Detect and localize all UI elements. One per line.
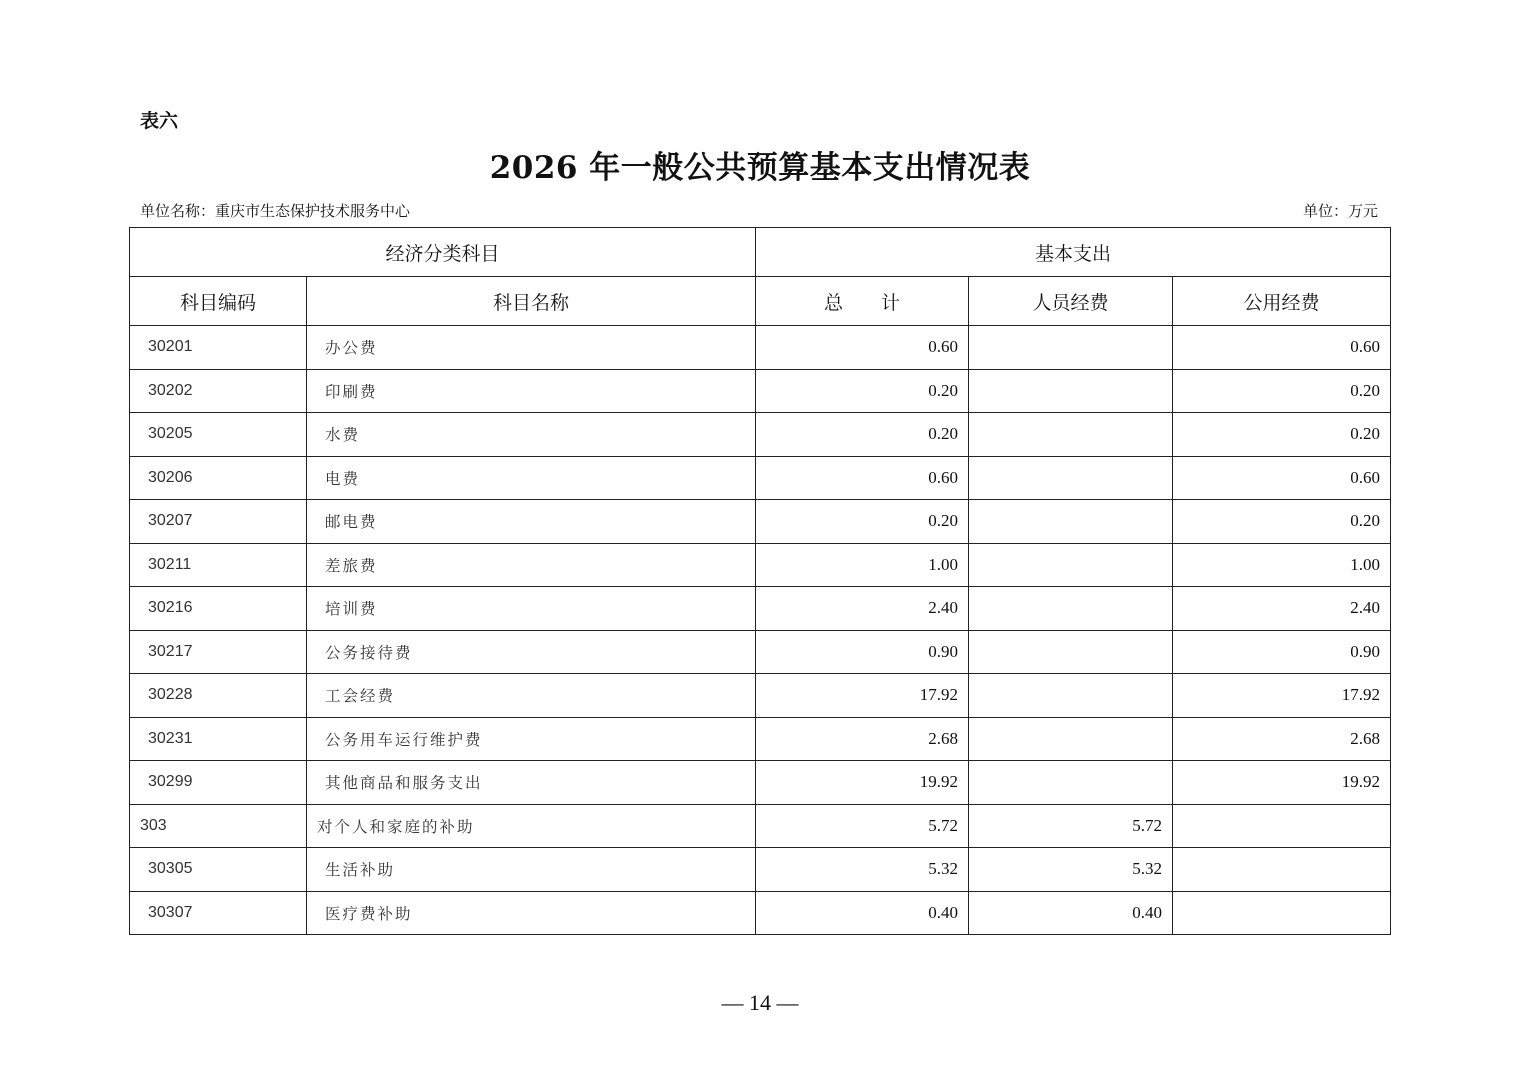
row-code: 30299 xyxy=(130,761,307,805)
row-name: 培训费 xyxy=(307,587,756,631)
table-row xyxy=(130,326,1391,370)
header-column-row xyxy=(130,277,1391,326)
row-public: 0.60 xyxy=(1173,326,1391,370)
row-total: 5.32 xyxy=(756,848,969,892)
row-total: 0.20 xyxy=(756,369,969,413)
row-code: 30217 xyxy=(130,630,307,674)
row-public: 0.20 xyxy=(1173,369,1391,413)
table-row xyxy=(130,674,1391,718)
row-public xyxy=(1173,848,1391,892)
row-name: 生活补助 xyxy=(307,848,756,892)
row-personnel xyxy=(969,413,1173,457)
table-row xyxy=(130,543,1391,587)
row-name: 公务用车运行维护费 xyxy=(307,717,756,761)
header-total: 总 计 xyxy=(756,277,969,326)
page-title: 2026 年一般公共预算基本支出情况表 xyxy=(489,150,1031,186)
row-public: 0.20 xyxy=(1173,500,1391,544)
header-personnel: 人员经费 xyxy=(969,277,1173,326)
row-public: 1.00 xyxy=(1173,543,1391,587)
row-personnel xyxy=(969,369,1173,413)
row-total: 2.40 xyxy=(756,587,969,631)
row-total: 0.20 xyxy=(756,500,969,544)
table-label: 表六 xyxy=(140,110,179,132)
row-total: 1.00 xyxy=(756,543,969,587)
table-row xyxy=(130,891,1391,935)
row-name: 差旅费 xyxy=(307,543,756,587)
row-name: 办公费 xyxy=(307,326,756,370)
row-code: 30206 xyxy=(130,456,307,500)
row-public xyxy=(1173,891,1391,935)
row-total: 0.40 xyxy=(756,891,969,935)
row-code: 30211 xyxy=(130,543,307,587)
row-name: 邮电费 xyxy=(307,500,756,544)
row-public: 2.40 xyxy=(1173,587,1391,631)
row-name: 医疗费补助 xyxy=(307,891,756,935)
row-personnel xyxy=(969,674,1173,718)
row-total: 5.72 xyxy=(756,804,969,848)
row-personnel xyxy=(969,500,1173,544)
table-row xyxy=(130,500,1391,544)
table-row xyxy=(130,761,1391,805)
row-total: 0.60 xyxy=(756,326,969,370)
row-name: 对个人和家庭的补助 xyxy=(307,804,756,848)
row-personnel xyxy=(969,326,1173,370)
row-code: 303 xyxy=(130,804,307,848)
header-group-row xyxy=(130,228,1391,277)
table-row xyxy=(130,413,1391,457)
row-name: 水费 xyxy=(307,413,756,457)
row-personnel xyxy=(969,543,1173,587)
table-row xyxy=(130,369,1391,413)
table-row xyxy=(130,630,1391,674)
row-personnel: 0.40 xyxy=(969,891,1173,935)
row-public xyxy=(1173,804,1391,848)
row-personnel: 5.72 xyxy=(969,804,1173,848)
row-code: 30307 xyxy=(130,891,307,935)
header-basic-expenditure: 基本支出 xyxy=(756,228,1391,277)
row-public: 0.20 xyxy=(1173,413,1391,457)
row-code: 30231 xyxy=(130,717,307,761)
header-economic-category: 经济分类科目 xyxy=(130,228,756,277)
header-name: 科目名称 xyxy=(307,277,756,326)
row-total: 0.60 xyxy=(756,456,969,500)
unit-name: 单位名称：重庆市生态保护技术服务中心 xyxy=(140,202,411,220)
row-name: 工会经费 xyxy=(307,674,756,718)
row-total: 19.92 xyxy=(756,761,969,805)
table-row xyxy=(130,804,1391,848)
row-personnel xyxy=(969,717,1173,761)
row-total: 17.92 xyxy=(756,674,969,718)
row-code: 30305 xyxy=(130,848,307,892)
page-number: — 14 — xyxy=(721,990,799,1015)
header-public: 公用经费 xyxy=(1173,277,1391,326)
row-code: 30207 xyxy=(130,500,307,544)
table-row xyxy=(130,587,1391,631)
row-personnel xyxy=(969,587,1173,631)
row-name: 印刷费 xyxy=(307,369,756,413)
row-code: 30228 xyxy=(130,674,307,718)
row-public: 17.92 xyxy=(1173,674,1391,718)
row-total: 0.90 xyxy=(756,630,969,674)
row-public: 2.68 xyxy=(1173,717,1391,761)
row-public: 19.92 xyxy=(1173,761,1391,805)
table-row xyxy=(130,456,1391,500)
row-personnel xyxy=(969,456,1173,500)
row-public: 0.60 xyxy=(1173,456,1391,500)
budget-table xyxy=(129,227,1391,935)
header-code: 科目编码 xyxy=(130,277,307,326)
row-code: 30216 xyxy=(130,587,307,631)
table-row xyxy=(130,717,1391,761)
row-name: 公务接待费 xyxy=(307,630,756,674)
row-code: 30201 xyxy=(130,326,307,370)
unit-label: 单位：万元 xyxy=(1302,202,1378,220)
row-total: 2.68 xyxy=(756,717,969,761)
row-code: 30205 xyxy=(130,413,307,457)
row-name: 电费 xyxy=(307,456,756,500)
row-code: 30202 xyxy=(130,369,307,413)
row-public: 0.90 xyxy=(1173,630,1391,674)
row-total: 0.20 xyxy=(756,413,969,457)
row-personnel: 5.32 xyxy=(969,848,1173,892)
row-personnel xyxy=(969,761,1173,805)
row-name: 其他商品和服务支出 xyxy=(307,761,756,805)
table-row xyxy=(130,848,1391,892)
row-personnel xyxy=(969,630,1173,674)
